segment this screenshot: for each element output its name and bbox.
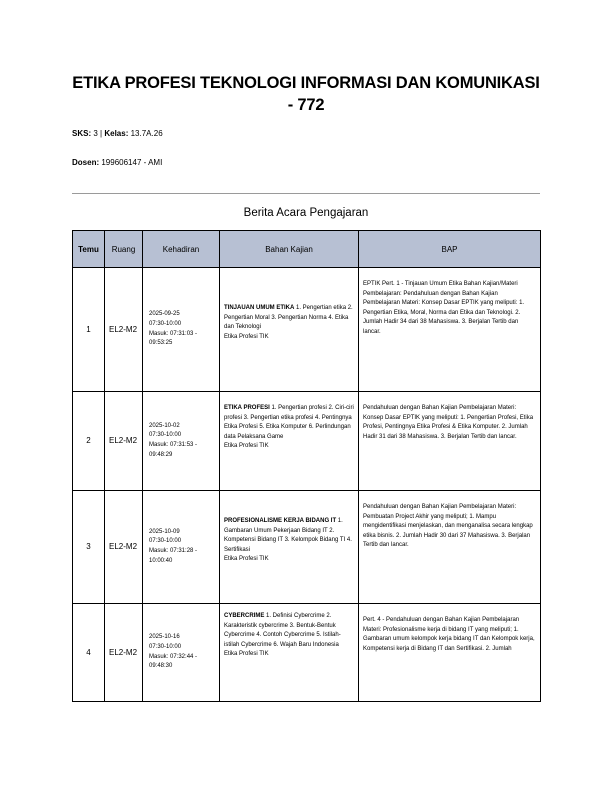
kehadiran-keluar: 10:00:40: [149, 557, 173, 564]
course-meta-line: [72, 129, 163, 139]
cell-bap: [359, 268, 541, 392]
sks-label: SKS:: [72, 129, 92, 138]
cell-bahan-kajian: [220, 392, 359, 491]
sks-value: 3: [93, 129, 98, 138]
cell-ruang: EL2-M2: [105, 491, 143, 604]
kehadiran-time: 07:30-10:00: [149, 643, 182, 650]
kehadiran-time: 07:30-10:00: [149, 432, 182, 439]
bahan-footer: Etika Profesi TIK: [224, 651, 269, 658]
cell-temu: 3: [73, 491, 105, 604]
kehadiran-date: 2025-10-09: [149, 528, 180, 535]
course-title: ETIKA PROFESI TEKNOLOGI INFORMASI DAN KOMUNIKASI - 772: [72, 74, 540, 114]
table-header-row: [73, 231, 541, 268]
bahan-body: 1. Pengertian etika 2. Pengertian Moral 3. Pengertian Norma 4. Etika dan Teknologi: [224, 305, 353, 331]
kehadiran-time: 07:30-10:00: [149, 538, 182, 545]
cell-temu: 4: [73, 604, 105, 702]
cell-temu: 2: [73, 392, 105, 491]
cell-ruang: EL2-M2: [105, 392, 143, 491]
kehadiran-masuk: Masuk: 07:32:44 -: [149, 653, 198, 660]
cell-kehadiran: [143, 604, 220, 702]
table-row: [73, 268, 541, 392]
bap-text: Pendahuluan dengan Bahan Kajian Pembelajaran Materi: Konsep Dasar EPTIK yang meliputi: 1. Pengertian Profesi, Etika Profesi, Pentingnya Etika Profesi & Etika Komputer. 2. Jumlah Hadir 31 dari 38 Mahasiswa. 3. Berjalan Tertib dan lancar.: [363, 405, 534, 440]
kehadiran-masuk: Masuk: 07:31:53 -: [149, 442, 198, 448]
bap-text: Pendahuluan dengan Bahan Kajian Pembelajaran Materi: Pembuatan Project Akhir yang meliputi; 1. Mampu mengidentifikasi menjelaskan, dan menganalisa secara lengkap etika bisnis. 2. Jumlah Hadir 30 dari 37 Mahasiswa. 3. Berjalan Tertib dan lancar.: [363, 504, 533, 549]
cell-bahan-kajian: [220, 491, 359, 604]
cell-bap: [359, 392, 541, 491]
kehadiran-keluar: 09:53:25: [149, 340, 173, 347]
table-row: [73, 491, 541, 604]
section-title: Berita Acara Pengajaran: [243, 207, 369, 219]
kehadiran-date: 2025-10-02: [149, 422, 180, 429]
bap-text: Pert. 4 - Pendahuluan dengan Bahan Kajian Pembelajaran Materi: Profesionalisme kerja di bidang IT yang meliputi; 1. Gambaran umum kelompok kerja bidang IT dan Kelompok kerja, Kompetensi kerja di Bidang IT dan Sertifikasi. 2. Jumlah: [363, 617, 535, 652]
kehadiran-masuk: Masuk: 07:31:03 -: [149, 330, 198, 337]
cell-kehadiran: [143, 392, 220, 491]
bahan-body: 1. Definisi Cybercrime 2. Karakteristik cybercrime 3. Bentuk-Bentuk Cybercrime 4. Contoh Cybercrime 5. Istilah-istilah Cybercrime 6. Wajah Baru Indonesia: [224, 613, 341, 648]
cell-ruang: EL2-M2: [105, 604, 143, 702]
cell-kehadiran: [143, 491, 220, 604]
cell-bahan-kajian: [220, 268, 359, 392]
header-bap: BAP: [359, 231, 541, 268]
header-ruang: Ruang: [105, 231, 143, 268]
table-row: [73, 604, 541, 702]
bahan-topic: TINJAUAN UMUM ETIKA: [224, 305, 295, 311]
bahan-footer: Etika Profesi TIK: [224, 443, 269, 450]
kehadiran-masuk: Masuk: 07:31:28 -: [149, 548, 198, 554]
bahan-footer: Etika Profesi TIK: [224, 333, 269, 340]
cell-bahan-kajian: [220, 604, 359, 702]
meta-separator: |: [100, 129, 103, 138]
bap-text: EPTIK Pert. 1 - Tinjauan Umum Etika Bahan Kajian/Materi Pembelajaran: Pendahuluan dengan Bahan Kajian Pembelajaran Materi: Konsep Dasar EPTIK yang meliputi: 1. Pengertian Etika, Moral, Norma dan Etika dan Teknologi. 2. Jumlah Hadir 34 dari 38 Mahasiswa. 3. Berjalan Tertib dan lancar.: [363, 281, 525, 335]
kelas-value: 13.7A.26: [130, 129, 163, 138]
kehadiran-time: 07:30-10:00: [149, 320, 182, 327]
kelas-label: Kelas:: [104, 129, 129, 138]
bahan-topic: PROFESIONALISME KERJA BIDANG IT: [224, 518, 337, 524]
section-divider: [72, 193, 540, 194]
cell-bap: [359, 491, 541, 604]
header-kehadiran: Kehadiran: [143, 231, 220, 268]
dosen-label: Dosen:: [72, 158, 100, 167]
dosen-value: 199606147 - AMI: [101, 158, 163, 167]
kehadiran-date: 2025-10-16: [149, 634, 180, 641]
dosen-line: [72, 158, 162, 168]
cell-kehadiran: [143, 268, 220, 392]
bap-table: [72, 230, 541, 702]
kehadiran-keluar: 09:48:30: [149, 663, 173, 670]
kehadiran-date: 2025-09-25: [149, 311, 180, 318]
table-row: [73, 392, 541, 491]
bahan-topic: ETIKA PROFESI: [224, 405, 270, 411]
bahan-body: 1. Gambaran Umum Pekerjaan Bidang IT 2. Kompetensi Bidang IT 3. Kelompok Bidang TI 4. Sertifikasi: [224, 518, 352, 553]
header-temu: Temu: [73, 231, 105, 268]
cell-bap: [359, 604, 541, 702]
cell-ruang: EL2-M2: [105, 268, 143, 392]
cell-temu: 1: [73, 268, 105, 392]
bahan-topic: CYBERCRIME: [224, 613, 265, 619]
kehadiran-keluar: 09:48:29: [149, 451, 173, 458]
bahan-footer: Etika Profesi TIK: [224, 556, 269, 563]
header-bahan-kajian: Bahan Kajian: [220, 231, 359, 268]
bahan-body: 1. Pengertian profesi 2. Ciri-ciri profesi 3. Pengertian etika profesi 4. Pentingnya Etika Profesi 5. Etika Komputer 6. Perlindungan data Pelaksana Game: [224, 405, 354, 440]
